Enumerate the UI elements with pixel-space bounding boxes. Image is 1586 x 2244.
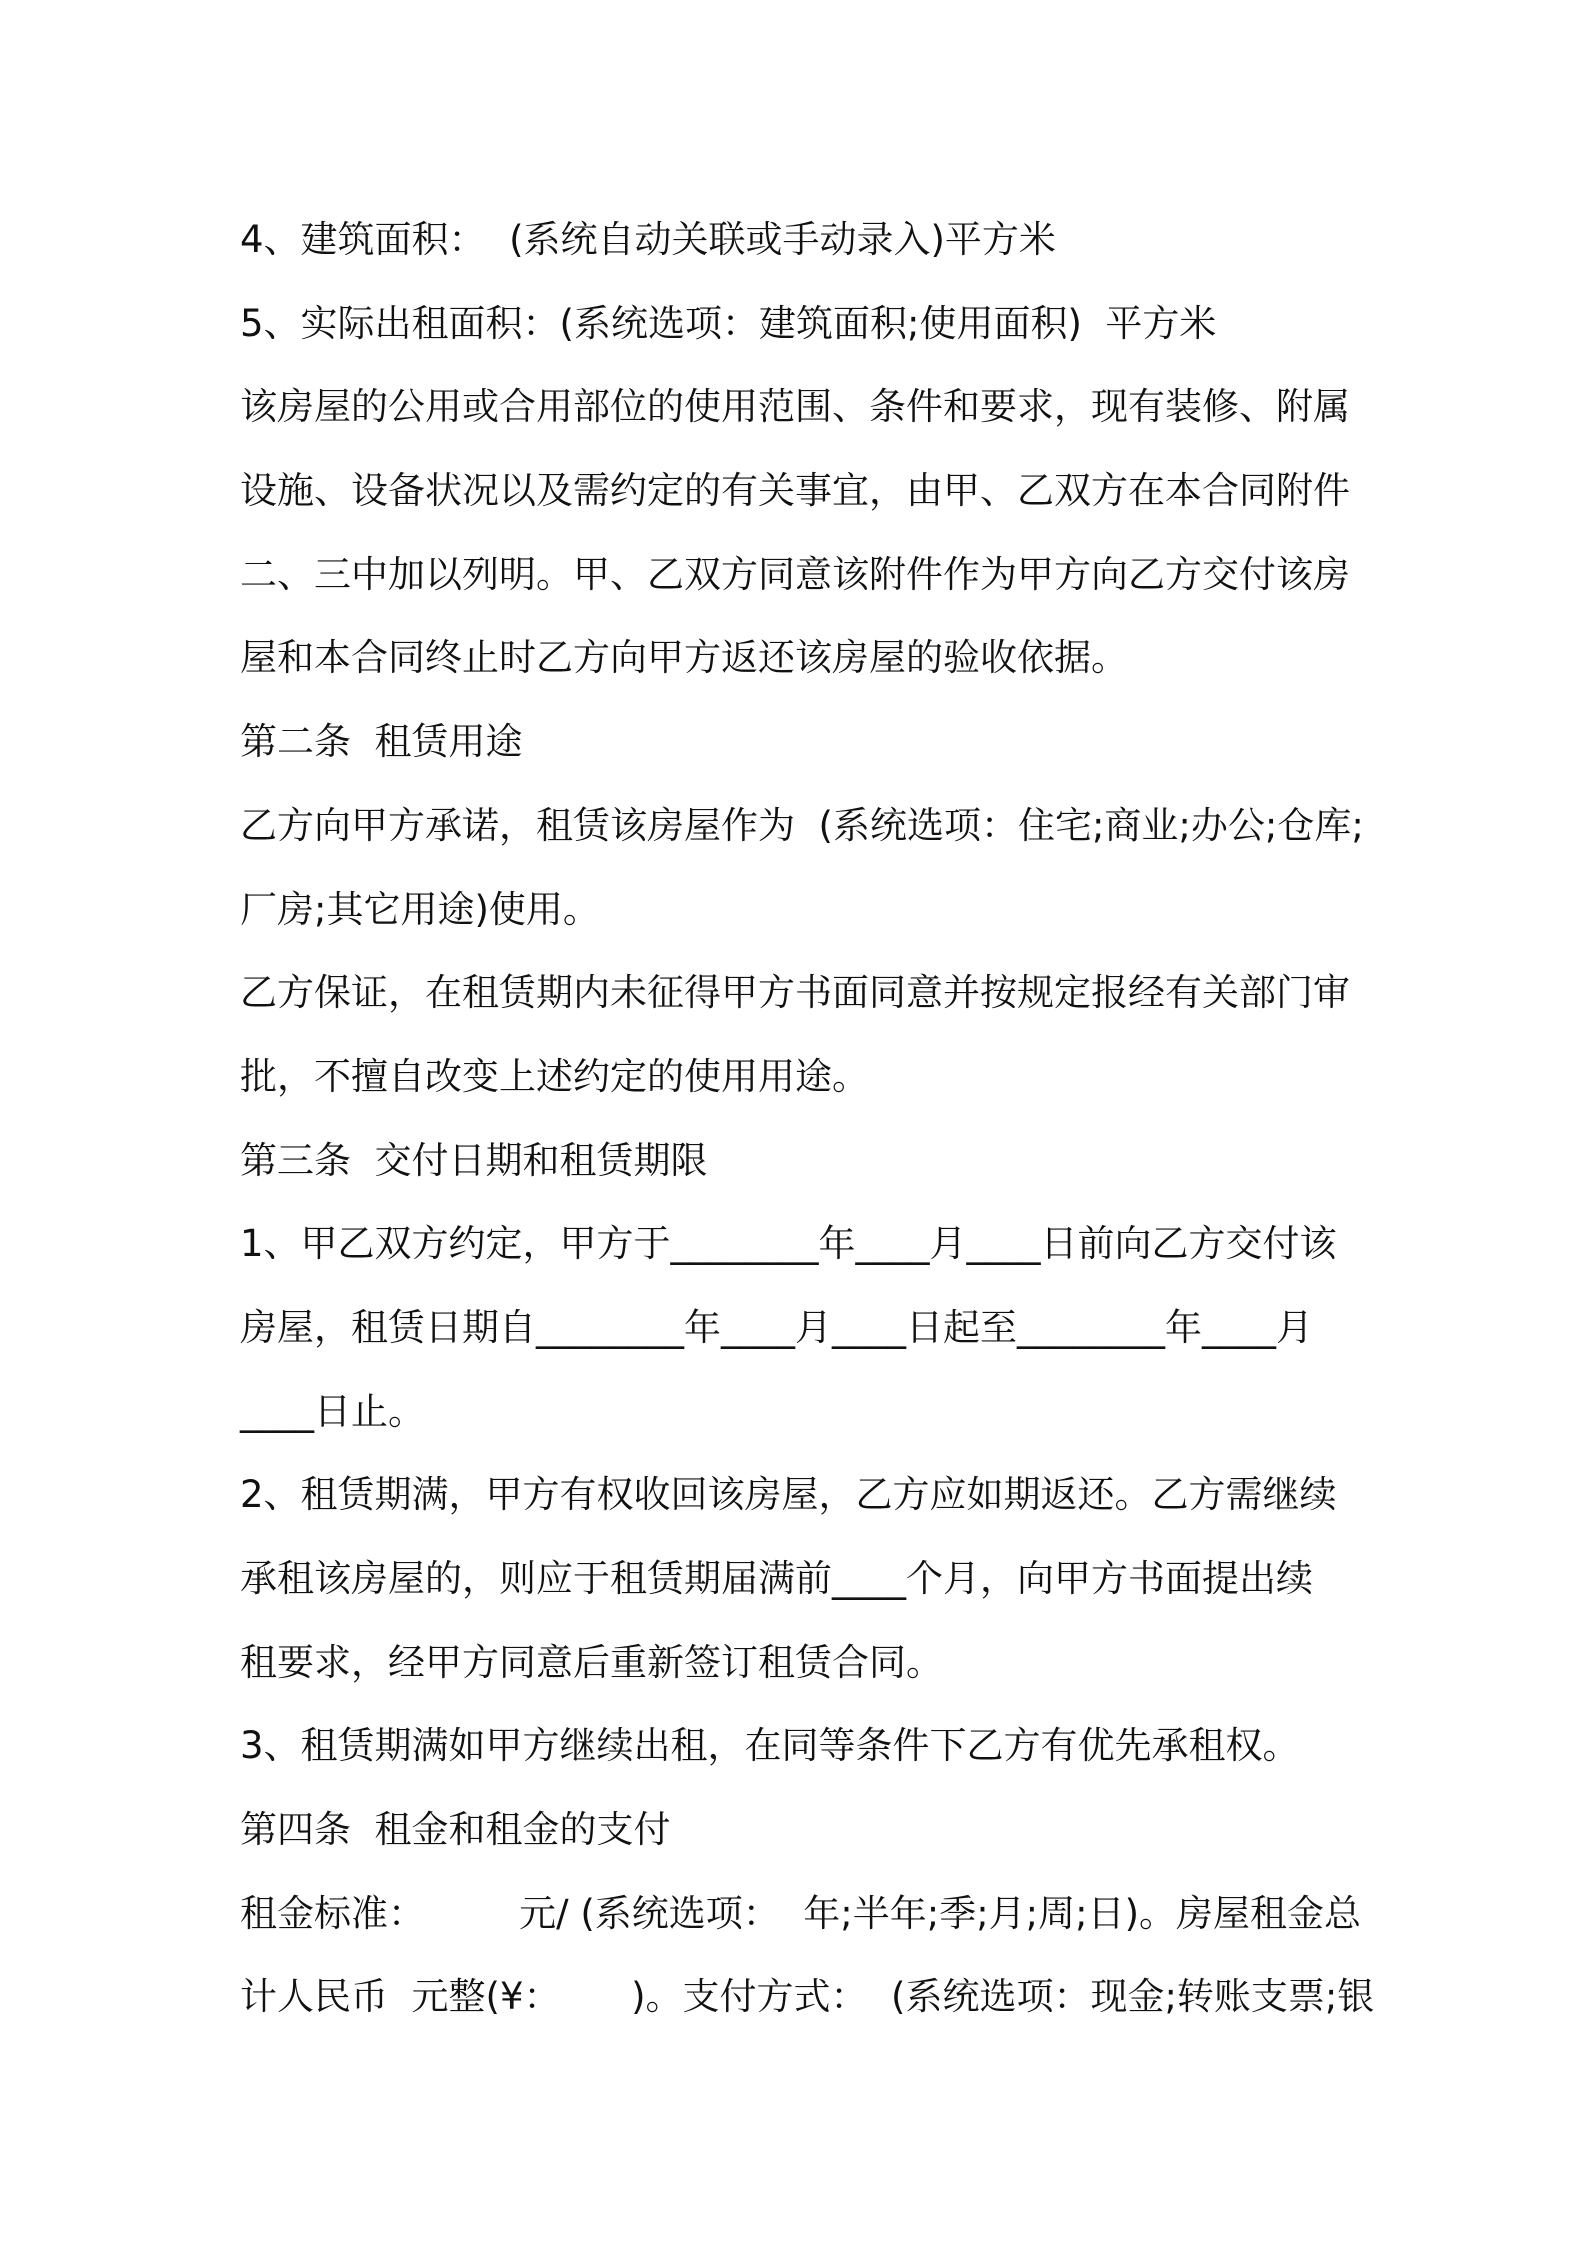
article-3-heading: 第三条 交付日期和租赁期限 — [240, 1138, 708, 1182]
text-line-acceptance: 屋和本合同终止时乙方向甲方返还该房屋的验收依据。 — [240, 636, 1128, 680]
text-line-shared-parts: 该房屋的公用或合用部位的使用范围、条件和要求，现有装修、附属 — [240, 385, 1350, 429]
text-line-purpose-cont: 厂房;其它用途)使用。 — [240, 887, 600, 931]
text-line-guarantee: 乙方保证，在租赁期内未征得甲方书面同意并按规定报经有关部门审 — [240, 971, 1350, 1015]
text-line-payment-method: 计人民币 元整(¥： )。支付方式： (系统选项：现金;转账支票;银 — [240, 1975, 1375, 2019]
article-2-heading: 第二条 租赁用途 — [240, 720, 523, 764]
text-line-facilities: 设施、设备状况以及需约定的有关事宜，由甲、乙双方在本合同附件 — [240, 469, 1350, 513]
document-body — [240, 198, 1375, 2039]
text-line-rent-standard: 租金标准： 元/ (系统选项： 年;半年;季;月;周;日)。房屋租金总 — [240, 1891, 1362, 1935]
article-4-heading: 第四条 租金和租金的支付 — [240, 1808, 671, 1852]
text-line-renewal-cont: 租要求，经甲方同意后重新签订租赁合同。 — [240, 1640, 943, 1684]
text-line-lease-period: 房屋，租赁日期自________年____月____日起至________年____月 — [240, 1305, 1313, 1349]
text-line-priority: 3、租赁期满如甲方继续出租，在同等条件下乙方有优先承租权。 — [240, 1724, 1300, 1768]
text-line-renewal: 承租该房屋的，则应于租赁期届满前____个月，向甲方书面提出续 — [240, 1557, 1313, 1600]
text-line-area: 4、建筑面积： (系统自动关联或手动录入)平方米 — [240, 218, 1056, 261]
text-line-delivery-date: 1、甲乙双方约定，甲方于________年____月____日前向乙方交付该 — [240, 1222, 1337, 1266]
text-line-annex: 二、三中加以列明。甲、乙双方同意该附件作为甲方向乙方交付该房 — [240, 552, 1350, 596]
text-line-lease-end: ____日止。 — [240, 1389, 425, 1433]
text-line-rental-area: 5、实际出租面积：(系统选项：建筑面积;使用面积) 平方米 — [240, 301, 1217, 345]
text-line-expiry: 2、租赁期满，甲方有权收回该房屋，乙方应如期返还。乙方需继续 — [240, 1473, 1337, 1517]
text-line-guarantee-cont: 批，不擅自改变上述约定的使用用途。 — [240, 1054, 869, 1098]
text-line-purpose: 乙方向甲方承诺，租赁该房屋作为 (系统选项：住宅;商业;办公;仓库; — [240, 803, 1364, 847]
